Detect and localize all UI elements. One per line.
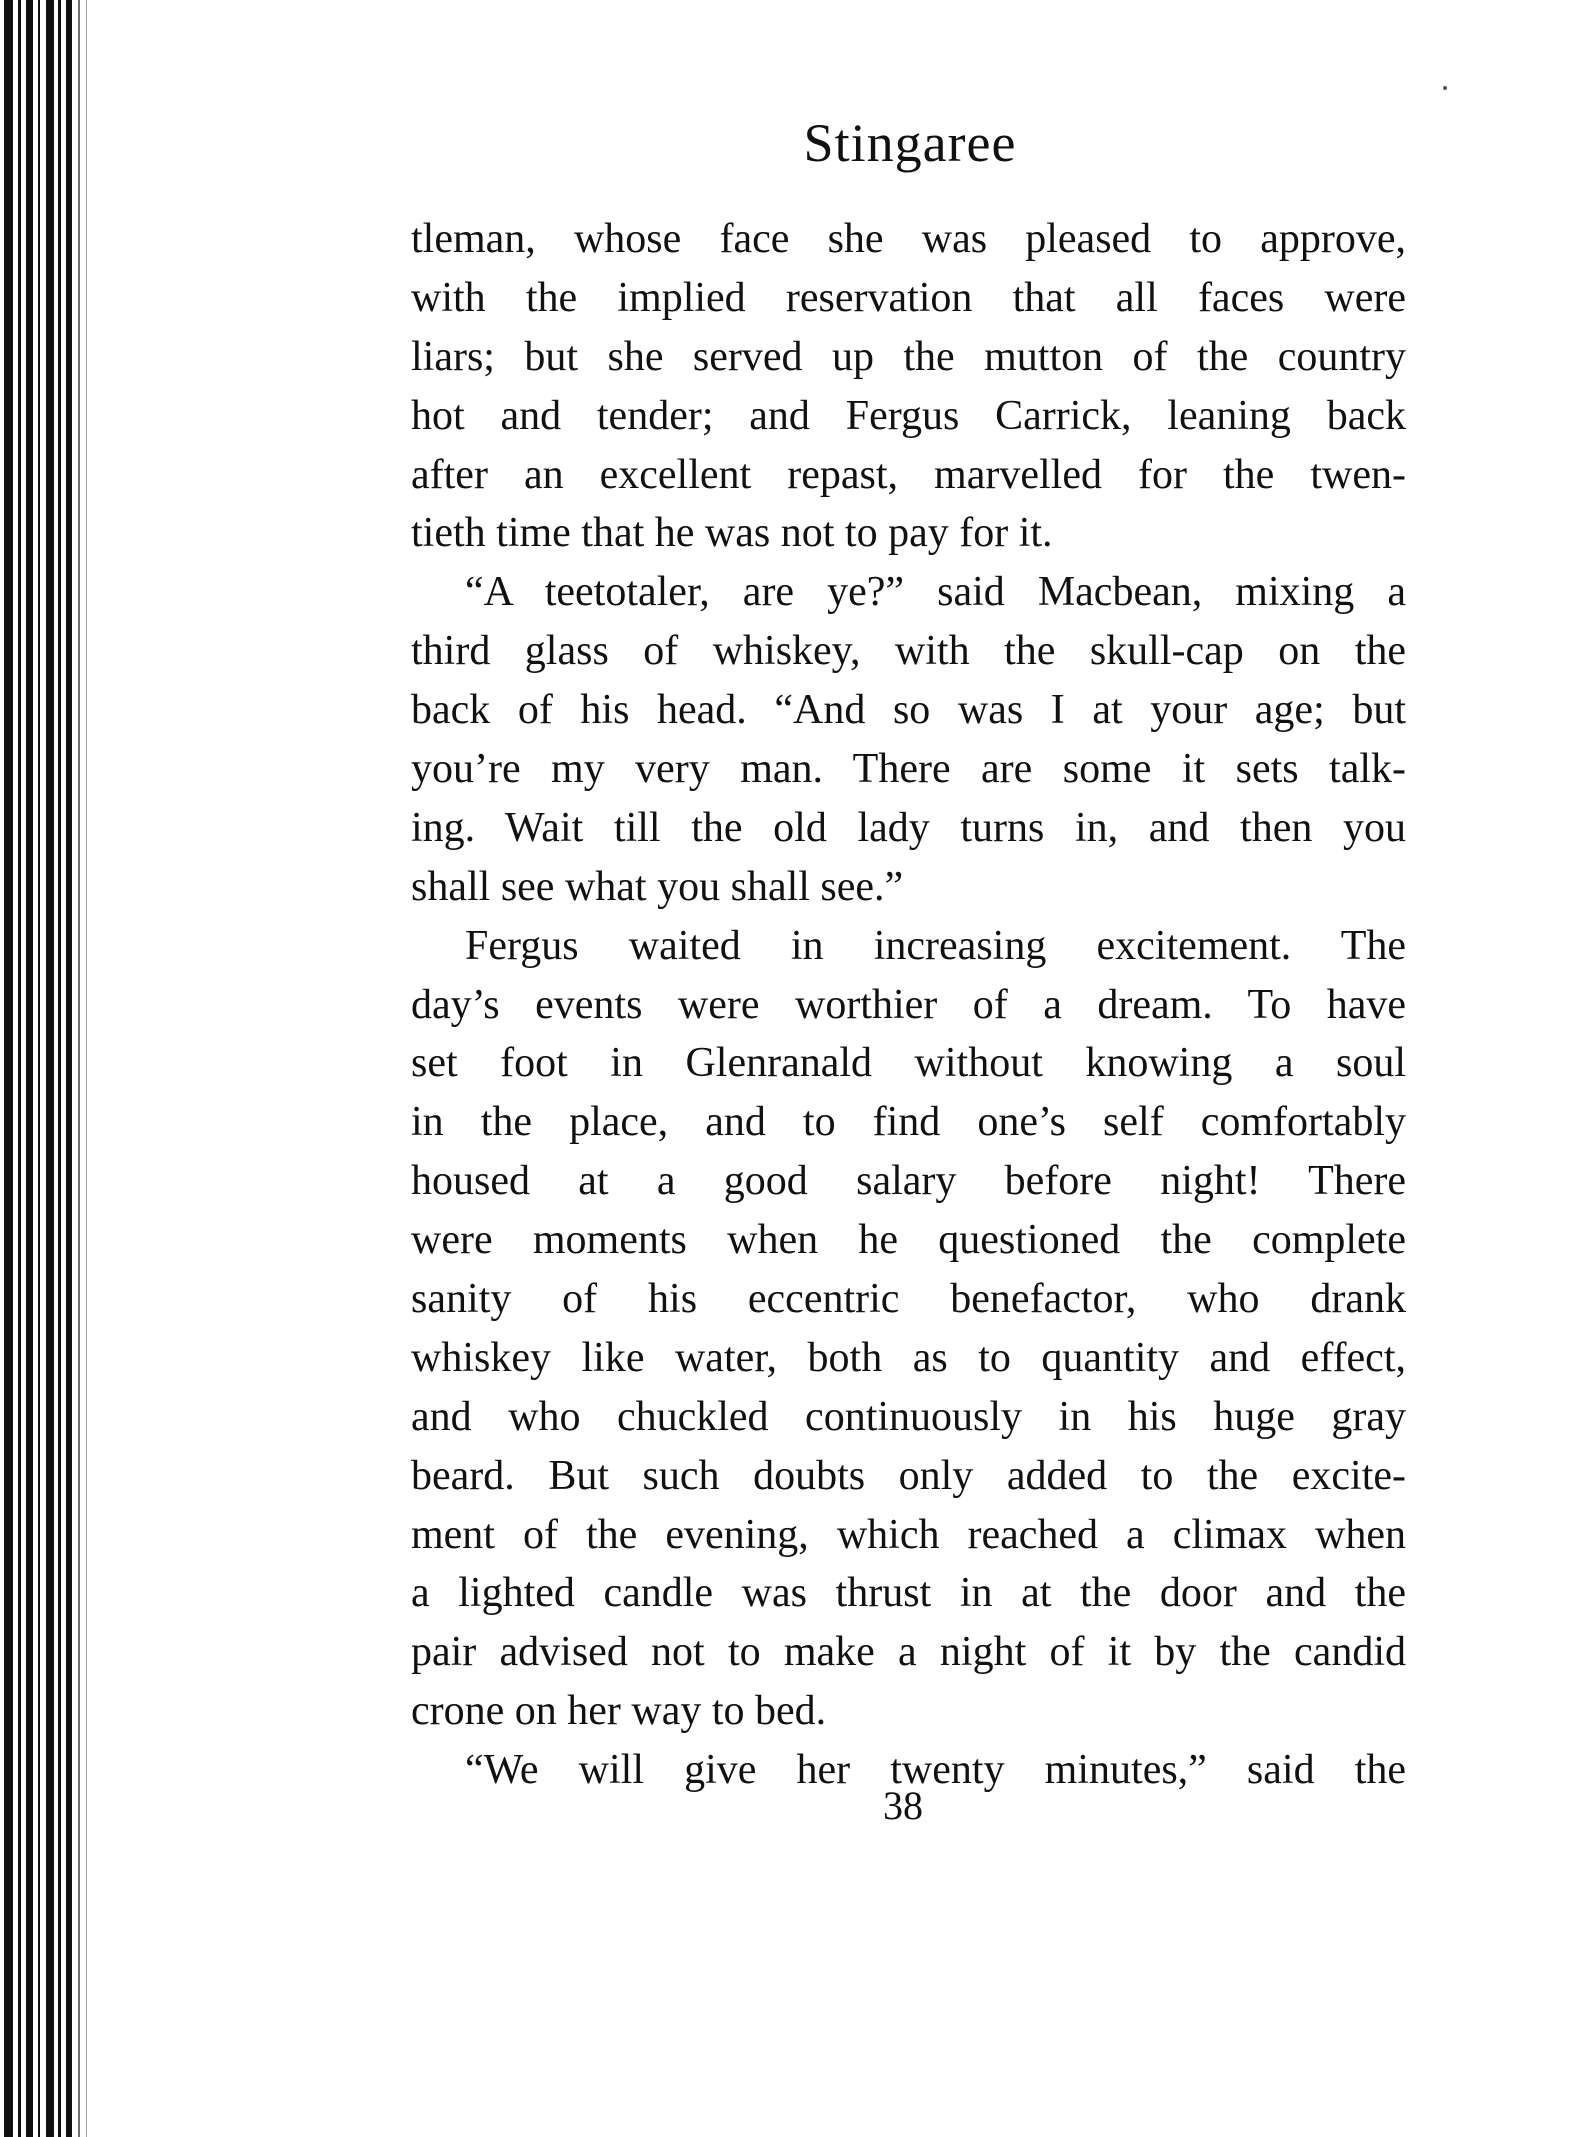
page-number: 38 (883, 1783, 923, 1828)
text-line: whiskey like water, both as to quantity and effect, (411, 1334, 1406, 1381)
text-line: tleman, whose face she was pleased to approve, (411, 216, 1406, 262)
text-line: day’s events were worthier of a dream. To have (411, 981, 1406, 1028)
text-line: shall see what you shall see.” (411, 863, 904, 910)
text-line: and who chuckled continuously in his huge gray (411, 1393, 1406, 1440)
text-line: in the place, and to find one’s self comfortably (411, 1099, 1406, 1146)
text-line: were moments when he questioned the complete (411, 1217, 1406, 1264)
text-line: “We will give her twenty minutes,” said the (465, 1747, 1406, 1794)
text-line: a lighted candle was thrust in at the door and the (411, 1570, 1406, 1617)
text-line: sanity of his eccentric benefactor, who drank (411, 1276, 1406, 1323)
text-line: you’re my very man. There are some it sets talk- (411, 746, 1406, 793)
text-line: Fergus waited in increasing excitement. The (465, 922, 1406, 969)
text-line: set foot in Glenranald without knowing a soul (411, 1040, 1406, 1087)
text-line: crone on her way to bed. (411, 1688, 827, 1735)
text-line: third glass of whiskey, with the skull-cap on the (411, 628, 1406, 675)
text-line: hot and tender; and Fergus Carrick, leaning back (411, 392, 1406, 439)
text-line: beard. But such doubts only added to the excite- (411, 1452, 1406, 1499)
text-line: “A teetotaler, are ye?” said Macbean, mixing a (465, 569, 1406, 616)
text-line: liars; but she served up the mutton of the country (411, 333, 1406, 380)
text-line: housed at a good salary before night! There (411, 1158, 1406, 1205)
text-line: after an excellent repast, marvelled for the twen- (411, 451, 1406, 498)
text-line: tieth time that he was not to pay for it. (411, 510, 1053, 557)
text-line: with the implied reservation that all faces were (411, 274, 1406, 321)
running-head: Stingaree (803, 113, 1017, 173)
scan-speck (1443, 86, 1447, 90)
text-line: pair advised not to make a night of it by the candid (411, 1629, 1406, 1676)
text-line: back of his head. “And so was I at your age; but (411, 687, 1406, 734)
text-line: ment of the evening, which reached a climax when (411, 1511, 1406, 1558)
body-text (411, 210, 1406, 1800)
text-line: ing. Wait till the old lady turns in, and then you (411, 804, 1406, 851)
